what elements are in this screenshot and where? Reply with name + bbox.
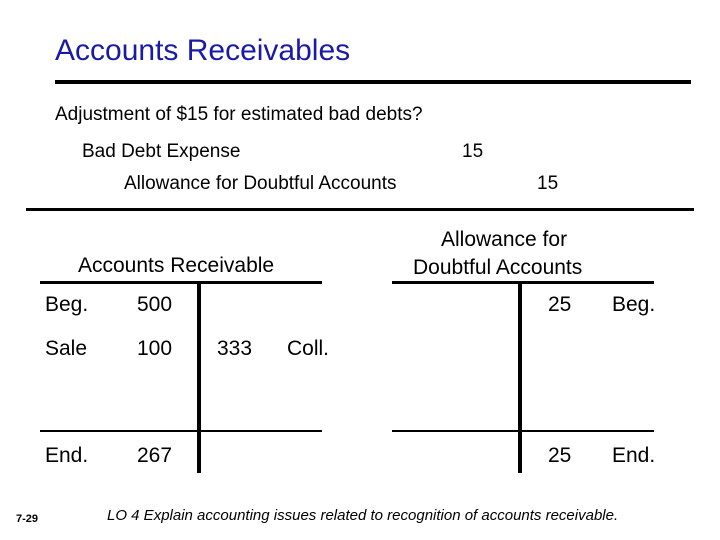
question-text: Adjustment of $15 for estimated bad debts?	[55, 104, 423, 125]
title-divider	[55, 80, 691, 84]
t-account-balance-line-right	[200, 430, 322, 432]
t-account-center-line	[518, 281, 522, 473]
slide-title: Accounts Receivables	[55, 34, 351, 67]
t-account-balance-line-left	[392, 430, 520, 432]
t-account-title-line-2: Doubtful Accounts	[413, 256, 583, 279]
t-account-balance-line-right	[520, 430, 654, 432]
debit-account: Bad Debt Expense	[82, 141, 241, 162]
section-divider	[26, 208, 694, 211]
beg-label: Beg.	[612, 293, 656, 316]
beg-amount: 500	[137, 293, 173, 316]
end-amount: 267	[137, 444, 173, 467]
credit-account: Allowance for Doubtful Accounts	[124, 173, 397, 194]
sale-label: Sale	[45, 337, 88, 360]
beg-label: Beg.	[45, 293, 89, 316]
end-label: End.	[612, 444, 656, 467]
beg-amount: 25	[548, 293, 572, 316]
t-account-title: Accounts Receivable	[78, 254, 275, 277]
collections-label: Coll.	[287, 337, 330, 360]
t-account-balance-line-left	[40, 430, 200, 432]
collections-amount: 333	[217, 337, 253, 360]
t-account-title-line-1: Allowance for	[441, 228, 568, 251]
t-account-top-line	[40, 281, 322, 284]
t-account-top-line	[392, 281, 654, 284]
learning-objective: LO 4 Explain accounting issues related to recognition of accounts receivable.	[107, 507, 619, 524]
t-account-center-line	[197, 281, 201, 473]
sale-amount: 100	[137, 337, 173, 360]
end-amount: 25	[548, 444, 572, 467]
debit-amount: 15	[462, 141, 484, 162]
end-label: End.	[45, 444, 89, 467]
credit-amount: 15	[537, 173, 559, 194]
slide-number: 7-29	[16, 513, 39, 525]
